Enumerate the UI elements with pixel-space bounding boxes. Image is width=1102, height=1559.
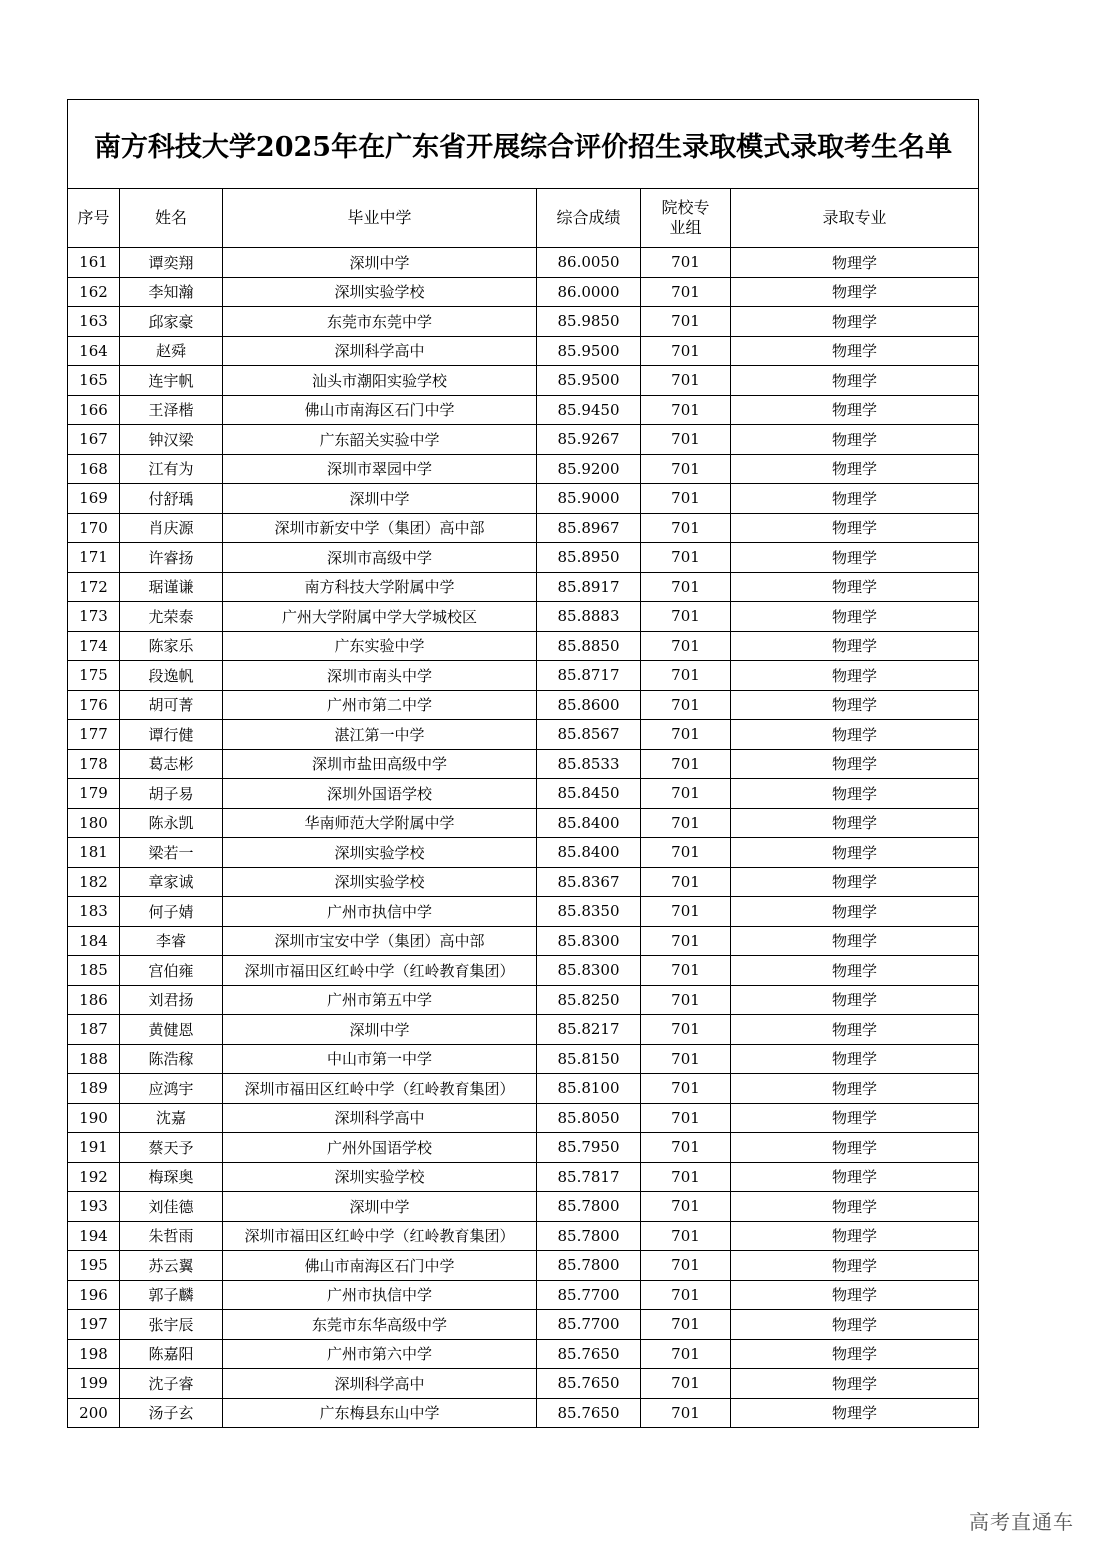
cell-score: 85.8883 — [537, 602, 641, 632]
cell-name: 陈嘉阳 — [120, 1339, 223, 1369]
table-row — [68, 867, 979, 897]
cell-score: 85.9850 — [537, 307, 641, 337]
table-row — [68, 926, 979, 956]
table-row — [68, 484, 979, 514]
cell-major: 物理学 — [731, 690, 979, 720]
cell-group: 701 — [641, 779, 731, 809]
cell-major: 物理学 — [731, 1192, 979, 1222]
cell-index: 163 — [68, 307, 120, 337]
cell-index: 162 — [68, 277, 120, 307]
cell-index: 196 — [68, 1280, 120, 1310]
table-row — [68, 749, 979, 779]
cell-name: 胡子易 — [120, 779, 223, 809]
cell-group: 701 — [641, 366, 731, 396]
cell-name: 苏云翼 — [120, 1251, 223, 1281]
table-row — [68, 720, 979, 750]
cell-name: 钟汉梁 — [120, 425, 223, 455]
cell-name: 沈子睿 — [120, 1369, 223, 1399]
cell-score: 85.9450 — [537, 395, 641, 425]
cell-name: 许睿扬 — [120, 543, 223, 573]
cell-score: 85.8533 — [537, 749, 641, 779]
watermark: 高考直通车 — [969, 1510, 1074, 1534]
cell-major: 物理学 — [731, 1339, 979, 1369]
cell-major: 物理学 — [731, 1369, 979, 1399]
cell-group: 701 — [641, 690, 731, 720]
table-row — [68, 690, 979, 720]
cell-major: 物理学 — [731, 897, 979, 927]
cell-index: 180 — [68, 808, 120, 838]
cell-name: 肖庆源 — [120, 513, 223, 543]
cell-name: 段逸帆 — [120, 661, 223, 691]
cell-school: 佛山市南海区石门中学 — [223, 1251, 537, 1281]
cell-score: 85.8950 — [537, 543, 641, 573]
cell-index: 195 — [68, 1251, 120, 1281]
table-row — [68, 366, 979, 396]
admission-list-table — [67, 99, 979, 1428]
cell-name: 何子婧 — [120, 897, 223, 927]
cell-group: 701 — [641, 572, 731, 602]
cell-name: 连宇帆 — [120, 366, 223, 396]
cell-group: 701 — [641, 248, 731, 278]
table-row — [68, 661, 979, 691]
header-row — [68, 189, 979, 248]
cell-name: 梁若一 — [120, 838, 223, 868]
cell-major: 物理学 — [731, 661, 979, 691]
cell-score: 85.8250 — [537, 985, 641, 1015]
cell-name: 郭子麟 — [120, 1280, 223, 1310]
cell-group: 701 — [641, 838, 731, 868]
cell-group: 701 — [641, 543, 731, 573]
cell-index: 172 — [68, 572, 120, 602]
cell-name: 章家诚 — [120, 867, 223, 897]
cell-score: 85.8400 — [537, 838, 641, 868]
table-row — [68, 425, 979, 455]
cell-group: 701 — [641, 1103, 731, 1133]
cell-index: 194 — [68, 1221, 120, 1251]
cell-school: 深圳实验学校 — [223, 867, 537, 897]
cell-group: 701 — [641, 395, 731, 425]
cell-score: 85.8217 — [537, 1015, 641, 1045]
cell-name: 陈永凯 — [120, 808, 223, 838]
table-row — [68, 572, 979, 602]
cell-name: 陈浩稼 — [120, 1044, 223, 1074]
cell-school: 东莞市东华高级中学 — [223, 1310, 537, 1340]
cell-school: 东莞市东莞中学 — [223, 307, 537, 337]
cell-score: 85.8717 — [537, 661, 641, 691]
cell-index: 197 — [68, 1310, 120, 1340]
table-row — [68, 1310, 979, 1340]
table-row — [68, 1162, 979, 1192]
cell-group: 701 — [641, 602, 731, 632]
table-row — [68, 956, 979, 986]
cell-score: 85.9500 — [537, 336, 641, 366]
cell-major: 物理学 — [731, 366, 979, 396]
cell-school: 深圳中学 — [223, 1015, 537, 1045]
cell-group: 701 — [641, 307, 731, 337]
cell-major: 物理学 — [731, 484, 979, 514]
cell-name: 琚谨谦 — [120, 572, 223, 602]
table-row — [68, 897, 979, 927]
cell-name: 蔡天予 — [120, 1133, 223, 1163]
cell-score: 85.8917 — [537, 572, 641, 602]
cell-score: 85.8450 — [537, 779, 641, 809]
cell-index: 176 — [68, 690, 120, 720]
cell-major: 物理学 — [731, 513, 979, 543]
cell-school: 广州大学附属中学大学城校区 — [223, 602, 537, 632]
cell-index: 171 — [68, 543, 120, 573]
cell-score: 85.8300 — [537, 926, 641, 956]
column-header-score: 综合成绩 — [537, 189, 641, 248]
column-header-index: 序号 — [68, 189, 120, 248]
document-title: 南方科技大学2025年在广东省开展综合评价招生录取模式录取考生名单 — [68, 100, 979, 189]
cell-major: 物理学 — [731, 867, 979, 897]
cell-index: 164 — [68, 336, 120, 366]
table-row — [68, 1221, 979, 1251]
cell-school: 华南师范大学附属中学 — [223, 808, 537, 838]
cell-group: 701 — [641, 867, 731, 897]
cell-score: 85.9500 — [537, 366, 641, 396]
cell-index: 168 — [68, 454, 120, 484]
column-header-name: 姓名 — [120, 189, 223, 248]
cell-school: 深圳中学 — [223, 248, 537, 278]
cell-index: 200 — [68, 1398, 120, 1428]
cell-major: 物理学 — [731, 956, 979, 986]
cell-index: 186 — [68, 985, 120, 1015]
cell-school: 佛山市南海区石门中学 — [223, 395, 537, 425]
cell-group: 701 — [641, 1015, 731, 1045]
cell-group: 701 — [641, 1398, 731, 1428]
cell-index: 184 — [68, 926, 120, 956]
table-row — [68, 1074, 979, 1104]
cell-major: 物理学 — [731, 1280, 979, 1310]
cell-index: 161 — [68, 248, 120, 278]
table-row — [68, 1369, 979, 1399]
table-row — [68, 1015, 979, 1045]
cell-name: 邱家豪 — [120, 307, 223, 337]
cell-score: 86.0000 — [537, 277, 641, 307]
cell-school: 深圳市新安中学（集团）高中部 — [223, 513, 537, 543]
cell-group: 701 — [641, 454, 731, 484]
cell-score: 85.8367 — [537, 867, 641, 897]
cell-school: 深圳中学 — [223, 1192, 537, 1222]
cell-major: 物理学 — [731, 425, 979, 455]
cell-group: 701 — [641, 513, 731, 543]
cell-school: 广州市第五中学 — [223, 985, 537, 1015]
cell-group: 701 — [641, 1251, 731, 1281]
cell-index: 190 — [68, 1103, 120, 1133]
cell-index: 191 — [68, 1133, 120, 1163]
cell-index: 188 — [68, 1044, 120, 1074]
cell-school: 深圳市南头中学 — [223, 661, 537, 691]
cell-index: 169 — [68, 484, 120, 514]
cell-major: 物理学 — [731, 631, 979, 661]
cell-major: 物理学 — [731, 602, 979, 632]
cell-school: 广州市第二中学 — [223, 690, 537, 720]
cell-major: 物理学 — [731, 1251, 979, 1281]
cell-group: 701 — [641, 484, 731, 514]
table-row — [68, 513, 979, 543]
cell-group: 701 — [641, 808, 731, 838]
cell-group: 701 — [641, 956, 731, 986]
cell-score: 85.8600 — [537, 690, 641, 720]
cell-name: 尤荣泰 — [120, 602, 223, 632]
cell-school: 深圳实验学校 — [223, 1162, 537, 1192]
cell-school: 深圳中学 — [223, 484, 537, 514]
cell-score: 85.8567 — [537, 720, 641, 750]
cell-group: 701 — [641, 631, 731, 661]
cell-index: 198 — [68, 1339, 120, 1369]
table-row — [68, 631, 979, 661]
cell-major: 物理学 — [731, 779, 979, 809]
cell-group: 701 — [641, 277, 731, 307]
cell-major: 物理学 — [731, 1221, 979, 1251]
cell-name: 李睿 — [120, 926, 223, 956]
cell-group: 701 — [641, 661, 731, 691]
cell-group: 701 — [641, 1221, 731, 1251]
cell-score: 85.7950 — [537, 1133, 641, 1163]
cell-major: 物理学 — [731, 248, 979, 278]
cell-index: 165 — [68, 366, 120, 396]
cell-name: 刘君扬 — [120, 985, 223, 1015]
cell-name: 赵舜 — [120, 336, 223, 366]
cell-name: 沈嘉 — [120, 1103, 223, 1133]
cell-name: 付舒瑀 — [120, 484, 223, 514]
cell-index: 181 — [68, 838, 120, 868]
cell-name: 应鸿宇 — [120, 1074, 223, 1104]
cell-index: 193 — [68, 1192, 120, 1222]
title-row — [68, 100, 979, 189]
cell-major: 物理学 — [731, 543, 979, 573]
cell-school: 广东梅县东山中学 — [223, 1398, 537, 1428]
cell-group: 701 — [641, 897, 731, 927]
cell-score: 85.8100 — [537, 1074, 641, 1104]
table-row — [68, 277, 979, 307]
cell-major: 物理学 — [731, 808, 979, 838]
cell-name: 王泽楷 — [120, 395, 223, 425]
cell-school: 深圳市翠园中学 — [223, 454, 537, 484]
table-row — [68, 1251, 979, 1281]
cell-index: 174 — [68, 631, 120, 661]
cell-school: 广州市执信中学 — [223, 897, 537, 927]
cell-school: 广州外国语学校 — [223, 1133, 537, 1163]
cell-school: 深圳科学高中 — [223, 1369, 537, 1399]
cell-name: 谭奕翔 — [120, 248, 223, 278]
cell-school: 深圳实验学校 — [223, 277, 537, 307]
cell-name: 胡可菁 — [120, 690, 223, 720]
cell-major: 物理学 — [731, 1398, 979, 1428]
cell-major: 物理学 — [731, 720, 979, 750]
cell-score: 85.7800 — [537, 1192, 641, 1222]
cell-group: 701 — [641, 1310, 731, 1340]
column-header-school: 毕业中学 — [223, 189, 537, 248]
table-row — [68, 779, 979, 809]
cell-score: 85.7800 — [537, 1251, 641, 1281]
cell-index: 166 — [68, 395, 120, 425]
cell-school: 深圳科学高中 — [223, 336, 537, 366]
table-row — [68, 1103, 979, 1133]
cell-score: 85.8850 — [537, 631, 641, 661]
cell-major: 物理学 — [731, 336, 979, 366]
cell-score: 85.9200 — [537, 454, 641, 484]
cell-name: 张宇辰 — [120, 1310, 223, 1340]
cell-school: 深圳市福田区红岭中学（红岭教育集团） — [223, 956, 537, 986]
cell-major: 物理学 — [731, 1162, 979, 1192]
cell-school: 广州市第六中学 — [223, 1339, 537, 1369]
cell-index: 192 — [68, 1162, 120, 1192]
cell-index: 167 — [68, 425, 120, 455]
table-row — [68, 543, 979, 573]
cell-major: 物理学 — [731, 454, 979, 484]
cell-score: 85.8967 — [537, 513, 641, 543]
cell-index: 183 — [68, 897, 120, 927]
column-header-group — [641, 189, 731, 248]
cell-major: 物理学 — [731, 572, 979, 602]
table-row — [68, 1133, 979, 1163]
cell-school: 广州市执信中学 — [223, 1280, 537, 1310]
cell-school: 湛江第一中学 — [223, 720, 537, 750]
cell-major: 物理学 — [731, 749, 979, 779]
cell-major: 物理学 — [731, 1133, 979, 1163]
cell-score: 85.7650 — [537, 1339, 641, 1369]
cell-school: 中山市第一中学 — [223, 1044, 537, 1074]
cell-group: 701 — [641, 1162, 731, 1192]
table-body — [68, 248, 979, 1428]
cell-school: 深圳市福田区红岭中学（红岭教育集团） — [223, 1074, 537, 1104]
column-header-group-label: 院校专业组 — [661, 198, 710, 237]
cell-school: 深圳市福田区红岭中学（红岭教育集团） — [223, 1221, 537, 1251]
cell-index: 182 — [68, 867, 120, 897]
cell-score: 85.7650 — [537, 1369, 641, 1399]
cell-group: 701 — [641, 720, 731, 750]
cell-score: 85.9000 — [537, 484, 641, 514]
cell-name: 陈家乐 — [120, 631, 223, 661]
cell-index: 199 — [68, 1369, 120, 1399]
cell-major: 物理学 — [731, 395, 979, 425]
cell-group: 701 — [641, 985, 731, 1015]
cell-index: 189 — [68, 1074, 120, 1104]
cell-score: 86.0050 — [537, 248, 641, 278]
cell-group: 701 — [641, 1369, 731, 1399]
cell-name: 黄健恩 — [120, 1015, 223, 1045]
cell-group: 701 — [641, 1044, 731, 1074]
cell-group: 701 — [641, 1074, 731, 1104]
cell-major: 物理学 — [731, 1310, 979, 1340]
cell-score: 85.7650 — [537, 1398, 641, 1428]
cell-group: 701 — [641, 1280, 731, 1310]
cell-group: 701 — [641, 425, 731, 455]
cell-name: 葛志彬 — [120, 749, 223, 779]
cell-group: 701 — [641, 1192, 731, 1222]
cell-group: 701 — [641, 749, 731, 779]
cell-major: 物理学 — [731, 1015, 979, 1045]
cell-major: 物理学 — [731, 1103, 979, 1133]
cell-score: 85.7700 — [537, 1280, 641, 1310]
cell-index: 170 — [68, 513, 120, 543]
cell-index: 175 — [68, 661, 120, 691]
table-row — [68, 838, 979, 868]
cell-score: 85.8350 — [537, 897, 641, 927]
cell-name: 汤子玄 — [120, 1398, 223, 1428]
cell-index: 177 — [68, 720, 120, 750]
table-row — [68, 602, 979, 632]
cell-group: 701 — [641, 336, 731, 366]
cell-score: 85.9267 — [537, 425, 641, 455]
cell-school: 深圳外国语学校 — [223, 779, 537, 809]
cell-name: 梅琛奥 — [120, 1162, 223, 1192]
cell-school: 深圳科学高中 — [223, 1103, 537, 1133]
cell-school: 深圳市盐田高级中学 — [223, 749, 537, 779]
cell-major: 物理学 — [731, 985, 979, 1015]
cell-score: 85.7800 — [537, 1221, 641, 1251]
cell-major: 物理学 — [731, 307, 979, 337]
table-row — [68, 1339, 979, 1369]
table-row — [68, 1398, 979, 1428]
cell-name: 谭行健 — [120, 720, 223, 750]
cell-school: 汕头市潮阳实验学校 — [223, 366, 537, 396]
table-row — [68, 454, 979, 484]
cell-score: 85.7817 — [537, 1162, 641, 1192]
table-row — [68, 808, 979, 838]
cell-name: 李知瀚 — [120, 277, 223, 307]
table-row — [68, 248, 979, 278]
cell-school: 南方科技大学附属中学 — [223, 572, 537, 602]
cell-score: 85.8150 — [537, 1044, 641, 1074]
cell-index: 179 — [68, 779, 120, 809]
cell-major: 物理学 — [731, 1044, 979, 1074]
cell-name: 宫伯雍 — [120, 956, 223, 986]
cell-major: 物理学 — [731, 1074, 979, 1104]
cell-group: 701 — [641, 1133, 731, 1163]
cell-major: 物理学 — [731, 277, 979, 307]
cell-index: 178 — [68, 749, 120, 779]
cell-school: 广东韶关实验中学 — [223, 425, 537, 455]
cell-name: 刘佳德 — [120, 1192, 223, 1222]
cell-score: 85.8050 — [537, 1103, 641, 1133]
cell-score: 85.8300 — [537, 956, 641, 986]
table-row — [68, 336, 979, 366]
table-row — [68, 1192, 979, 1222]
table-row — [68, 307, 979, 337]
cell-index: 173 — [68, 602, 120, 632]
cell-index: 185 — [68, 956, 120, 986]
cell-score: 85.8400 — [537, 808, 641, 838]
cell-school: 深圳市高级中学 — [223, 543, 537, 573]
cell-group: 701 — [641, 926, 731, 956]
cell-index: 187 — [68, 1015, 120, 1045]
column-header-major: 录取专业 — [731, 189, 979, 248]
table-row — [68, 1280, 979, 1310]
cell-school: 广东实验中学 — [223, 631, 537, 661]
cell-major: 物理学 — [731, 838, 979, 868]
cell-name: 江有为 — [120, 454, 223, 484]
cell-major: 物理学 — [731, 926, 979, 956]
cell-school: 深圳实验学校 — [223, 838, 537, 868]
cell-name: 朱哲雨 — [120, 1221, 223, 1251]
table-row — [68, 1044, 979, 1074]
cell-group: 701 — [641, 1339, 731, 1369]
cell-school: 深圳市宝安中学（集团）高中部 — [223, 926, 537, 956]
table-row — [68, 985, 979, 1015]
table-row — [68, 395, 979, 425]
cell-score: 85.7700 — [537, 1310, 641, 1340]
